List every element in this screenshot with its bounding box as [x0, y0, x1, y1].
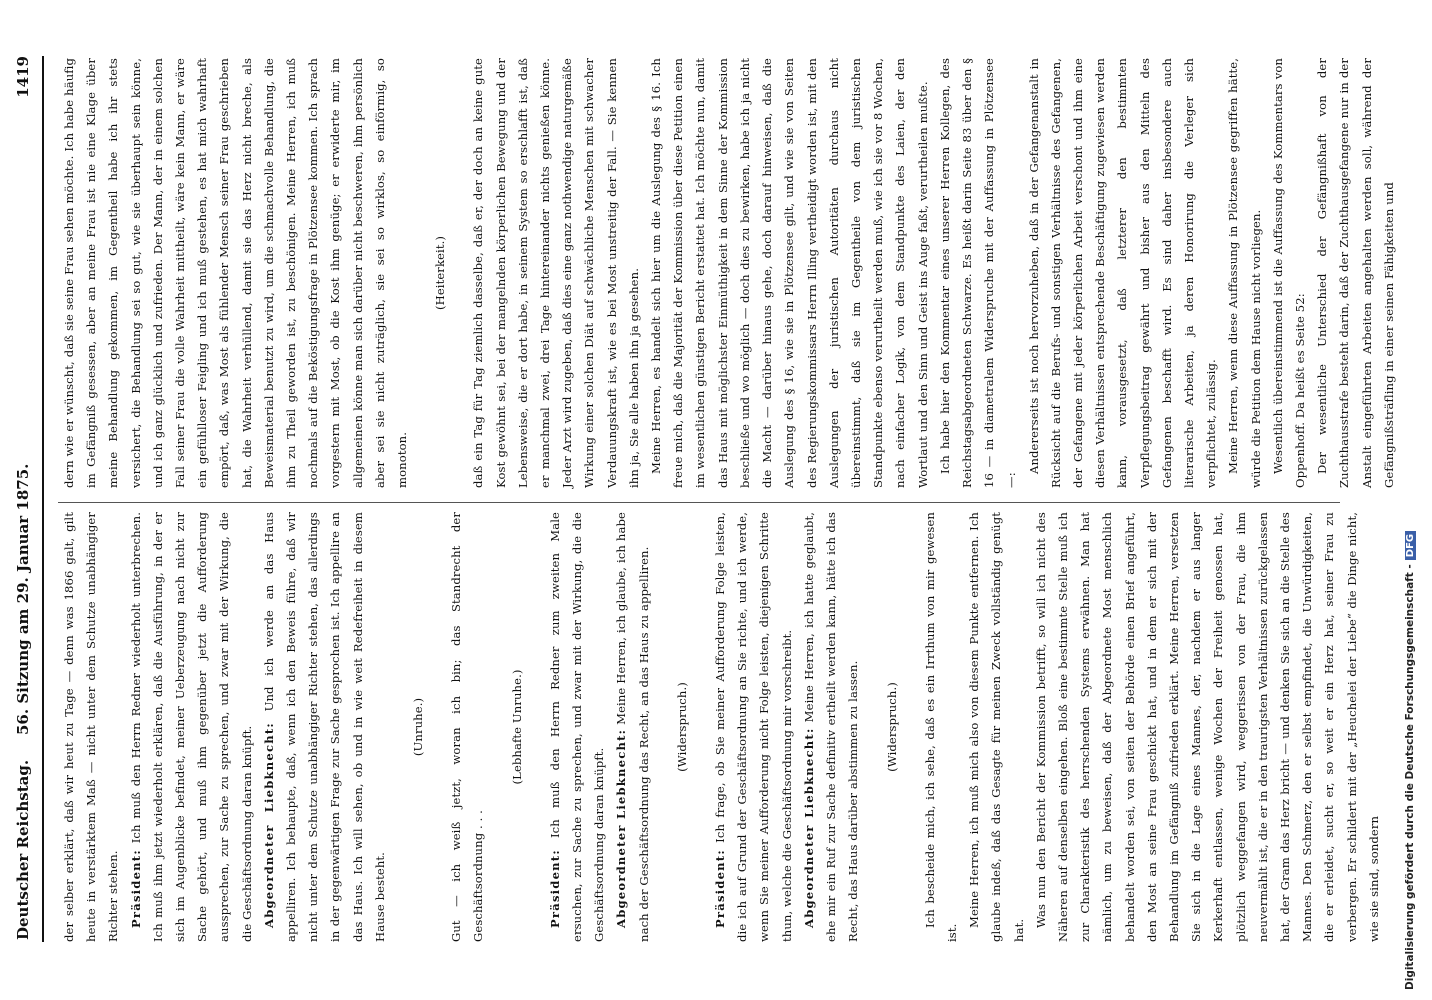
- paragraph: Wesentlich übereinstimmend ist die Auffassung des Kommentars von Oppenhoff. Da heißt es Seite 52:: [1270, 58, 1307, 488]
- paragraph: Meine Herren, ich muß mich also von diesem Punkte entfernen. Ich glaube indeß, daß das Gesagte für meinen Zweck vollständig genügt hat.: [967, 512, 1026, 942]
- speech-text: Meine Herren, ich hatte geglaubt, ehe mir ein Ruf zur Sache definitiv ertheilt werden kann, hätte ich das Recht, das Haus darüber abstimmen zu lassen.: [801, 512, 861, 942]
- speaker-label: Abgeordneter Liebknecht:: [801, 727, 816, 928]
- interjection: (Heiterkeit.): [433, 235, 448, 311]
- interjection: (Lebhafte Unruhe.): [509, 669, 524, 785]
- paragraph: Meine Herren, es handelt sich hier um die Auslegung des § 16. Ich freue mich, daß die Majorität der Kommission über diese Petition einen im wesentlichen günstigen Bericht erstattet hat. Ich möchte nun, damit das Haus mit möglichster Einmüthigkeit in dem Sinne der Kommission beschließe und wo möglich — doch dies zu bewirken, habe ich ja nicht die Macht — darüber hinaus gehe, doch darauf hinweisen, daß die Auslegung des § 16, wie sie in Plötzensee gilt, und wie sie von Seiten des Regierungskommissars Herrn Illing vertheidigt worden ist, mit den Auslegungen der juristischen Autoritäten durchaus nicht übereinstimmt, daß sie im Gegentheile von dem juristischen Standpunkte ebenso verurtheilt werden muß, wie ich sie vor 8 Wochen, nach einfacher Logik, von dem Standpunkte des Laien, der den Wortlaut und den Sinn und Geist ins Auge faßt, verurtheilen mußte.: [649, 58, 930, 488]
- speaker-label: Präsident:: [128, 849, 143, 928]
- column-divider: [58, 502, 1340, 503]
- paragraph: Was nun den Bericht der Kommission betrifft, so will ich nicht des Näheren auf denselben eingehen. Bloß eine bestimmte Stelle muß ich zur Charakteristik des herrschenden Systems erwähnen. Man hat nämlich, um zu beweisen, daß der Abgeordnete Most menschlich behandelt worden sei, von seiten der Behörde einen Brief angeführt, den Most an seine Frau geschickt hat, und in dem er sich mit der Behandlung im Gefängniß zufrieden erklärt. Meine Herren, versetzen Sie sich in die Lage eines Mannes, der, nachdem er aus langer Kerkerhaft entlassen, wenige Wochen der Freiheit genossen hat, plötzlich weggefangen wird, weggerissen von der Frau, die ihm neuvermählt ist, die er in den traurigsten Verhältnissen zurückgelassen hat, der Gram das Herz bricht — und denken Sie sich an die Stelle des Mannes. Den Schmerz, den er selbst empfindet, die Unwürdigkeiten, die er erleidet, sucht er, so weit er ein Herz hat, seiner Frau zu verbergen. Er schildert mit der „Heuchelei der Liebe“ die Dinge nicht, wie sie sind, sondern: [1033, 512, 1381, 942]
- interjection: (Unruhe.): [411, 697, 426, 757]
- speaker-label: Präsident:: [713, 849, 728, 928]
- paragraph: Ich habe hier den Kommentar eines unserer Herren Kollegen, des Reichstagsabgeordneten Schwarze. Es heißt darin Seite 83 über den § 16 — in diametralem Widerspruche mit der Auffassung in Plötzensee —:: [937, 58, 1019, 488]
- interjection: (Widerspruch.): [674, 682, 689, 772]
- header-rule: [42, 56, 44, 942]
- paragraph: [709, 512, 798, 942]
- paragraph: daß ein Tag für Tag ziemlich dasselbe, daß er, der doch an keine gute Kost gewöhnt sei, bei der mangelnden körperlichen Bewegung und der Lebensweise, die er dort habe, in seinem System so erschlafft ist, daß er manchmal zwei, drei Tage hintereinander nichts genießen könne. Jeder Arzt wird zugeben, daß dies eine ganz nothwendige naturgemäße Wirkung einer solchen Diät auf schwächliche Menschen mit schwacher Verdauungskraft ist, wie es bei Most unstreitig der Fall. — Sie kennen ihn ja, Sie alle haben ihn ja gesehen.: [471, 58, 641, 488]
- speech-text: Ich muß den Herrn Redner wiederholt unterbrechen. Ich muß ihm jetzt wiederholt erklären, daß die Ausführung, in der er sich im Augenblicke befindet, meiner Ueberzeugung nach nicht zur Sache gehört, und muß ihm gegenüber jetzt die Aufforderung aussprechen, zur Sache zu sprechen, und zwar mit der Wirkung, die die Geschäftsordnung daran knüpft.: [128, 512, 254, 942]
- text-column-left: [58, 512, 1385, 942]
- header-title: Deutscher Reichstag.: [14, 759, 32, 940]
- paragraph: Ich bescheide mich, ich sehe, daß es ein Irrthum von mir gewesen ist.: [922, 512, 959, 942]
- page-header: [0, 0, 46, 1000]
- page-number: 1419: [14, 56, 32, 98]
- quotation: Andererseits ist noch hervorzuheben, daß in der Gefangenanstalt in Rücksicht auf die Berufs- und sonstigen Verhältnisse des Gefangenen, der Gefangene mit jeder körperlichen Arbeit verschont und ihm eine diesen Verhältnissen entsprechende Beschäftigung zugewiesen werden kann, vorausgesetzt, daß letzterer den bestimmten Verpflegungsbeitrag gewährt und bisher aus den Mitteln des Gefangenen beschafft wird. Es sind daher insbesondere auch literarische Arbeiten, ja deren Honorirung die Verleger sich verpflichtet, zulässig.: [1026, 58, 1219, 488]
- speech-text: Ich frage, ob Sie meiner Aufforderung Folge leisten, die ich auf Grund der Geschäftsordnung an Sie richte, und ich werde, wenn Sie meiner Aufforderung nicht Folge leisten, diejenigen Schritte thun, welche die Geschäftsordnung mir vorschreibt.: [713, 512, 794, 942]
- header-session: 56. Sitzung am 29. Januar 1875.: [14, 463, 32, 735]
- paragraph: [798, 512, 865, 942]
- paragraph: Meine Herren, wenn diese Auffassung in Plötzensee gegriffen hätte, würde die Petition dem Hause nicht vorliegen.: [1226, 58, 1263, 488]
- paragraph: dern wie er wünscht, daß sie seine Frau sehen möchte. Ich habe häufig im Gefängniß gesessen, aber an meine Frau ist nie eine Klage über meine Behandlung gekommen, im Gegentheil habe ich ihr stets versichert, die Behandlung sei so gut, wie sie überhaupt sein könne, und ich ganz glücklich und zufrieden. Der Mann, der in einem solchen Fall seiner Frau die volle Wahrheit mittheilt, wäre kein Mann, er wäre ein gefühlloser Feigling und ich muß gestehen, es hat mich wahrhaft empört, daß, was Most als fühlender Mensch seiner Frau geschrieben hat, die Wahrheit verhüllend, damit sie das Herz nicht breche, als Beweismaterial benutzt zu wird, um die schmachvolle Behandlung, die ihm zu Theil geworden ist, zu beschönigen. Meine Herren, ich muß nochmals auf die Beköstigungsfrage in Plötzensee kommen. Ich sprach vorgestern mit Most, ob die Kost ihm genüge; er erwiderte mir, im allgemeinen könne man sich darüber nicht beschweren, ihm persönlich aber sei sie nicht zuträglich, sie sei so wirklos, so einförmig, so monoton.: [62, 58, 410, 488]
- dfg-logo: DFG: [1405, 531, 1416, 560]
- paragraph: [258, 512, 391, 942]
- credit-text: Digitalisierung gefördert durch die Deutsche Forschungsgemeinschaft -: [1404, 564, 1416, 990]
- paragraph: Gut — ich weiß jetzt, woran ich bin; das Standrecht der Geschäftsordnung . . .: [449, 512, 486, 942]
- speech-text: Ich muß den Herrn Redner zum zweiten Male ersuchen, zur Sache zu sprechen, und zwar mit der Wirkung, die die Geschäftsordnung daran knüpft.: [547, 512, 607, 942]
- paragraph: [544, 512, 611, 942]
- paragraph: [610, 512, 654, 942]
- text-column-right: [58, 58, 1400, 488]
- paragraph: [125, 512, 258, 942]
- speaker-label: Abgeordneter Liebknecht:: [614, 728, 629, 928]
- quotation: Der wesentliche Unterschied der Gefängnißhaft von der Zuchthausstrafe besteht darin, daß der Zuchthausgefangene nur in der Anstalt eingeführten Arbeiten angehalten werden soll, während der Gefängnißsträfling in einer seinen Fähigkeiten und: [1315, 58, 1396, 488]
- speech-text: Meine Herren, ich glaube, ich habe nach der Geschäftsordnung das Recht, an das Haus zu appelliren.: [614, 512, 651, 942]
- speaker-label: Abgeordneter Liebknecht:: [261, 722, 276, 928]
- digitization-credit: [1404, 531, 1416, 990]
- paragraph: der selber erklärt, daß wir heut zu Tage — denn was 1866 galt, gilt heute in verstärktem Maß — nicht unter dem Schutze unabhängiger Richter stehen.: [62, 512, 121, 942]
- speech-text: Und ich werde an das Haus appelliren. Ich behaupte, daß, wenn ich den Beweis führe, daß wir nicht unter dem Schutze unabhängiger Richter stehen, das allerdings in der gegenwärtigen Frage zur Sache gesprochen ist. Ich appellire an das Haus. Ich will sehen, ob und in wie weit Redefreiheit in diesem Hause besteht.: [261, 511, 387, 942]
- interjection: (Widerspruch.): [884, 682, 899, 772]
- speaker-label: Präsident:: [547, 849, 562, 928]
